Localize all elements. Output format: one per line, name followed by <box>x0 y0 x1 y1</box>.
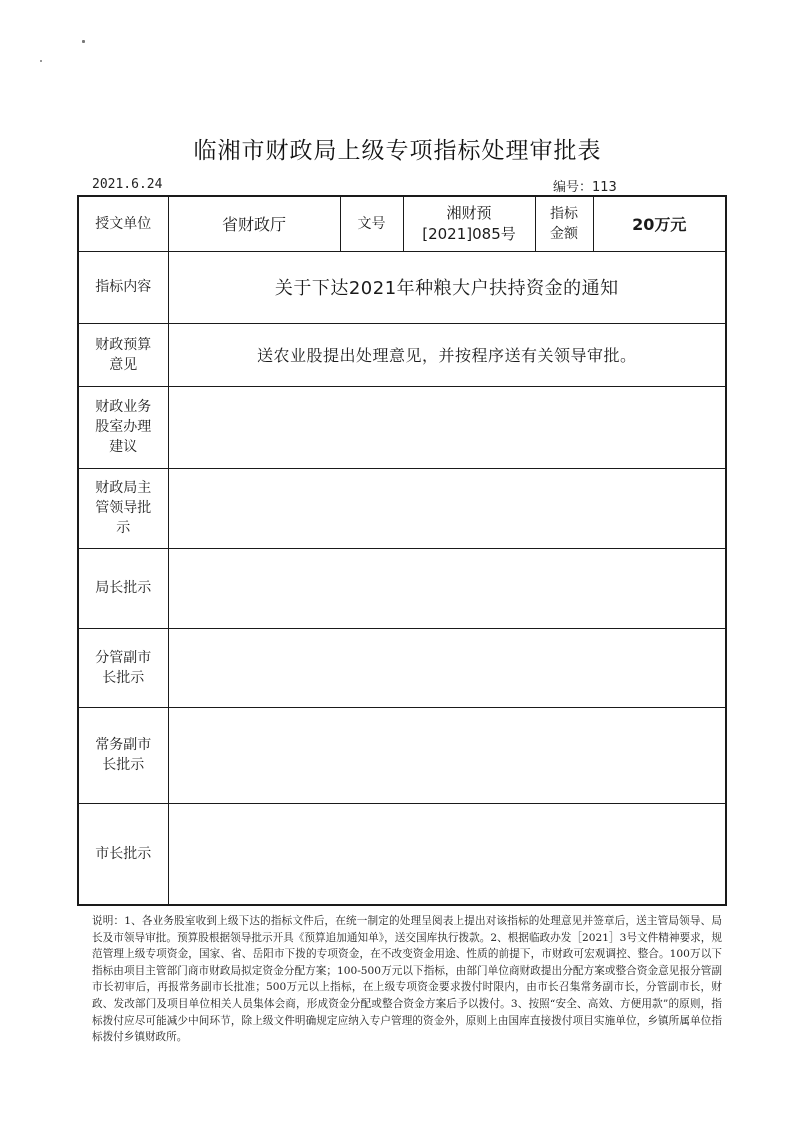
row-label: 财政业务 股室办理 建议 <box>78 386 168 468</box>
row-label: 分管副市 长批示 <box>78 628 168 707</box>
serial-label: 编号： <box>553 180 593 195</box>
serial-value: 113 <box>592 180 617 195</box>
table-row <box>78 386 726 468</box>
indicator-content-value: 关于下达2021年种粮大户扶持资金的通知 <box>168 251 726 323</box>
row-label: 指标内容 <box>78 251 168 323</box>
budget-opinion-value: 送农业股提出处理意见，并按程序送有关领导审批。 <box>168 323 726 386</box>
amount-value: 20万元 <box>593 196 726 251</box>
issuing-unit-value: 省财政厅 <box>168 196 340 251</box>
label-document-number: 文号 <box>340 196 403 251</box>
serial-number <box>553 176 617 195</box>
row-label: 市长批示 <box>78 803 168 905</box>
table-row <box>78 803 726 905</box>
label-amount-line1: 指标 <box>550 205 578 222</box>
business-office-suggestion-field <box>168 386 726 468</box>
form-title: 临湘市财政局上级专项指标处理审批表 <box>193 138 602 164</box>
table-row <box>78 707 726 803</box>
label-amount-line2: 金额 <box>550 225 578 242</box>
form-date: 2021.6.24 <box>92 177 163 192</box>
row-label: 财政预算 意见 <box>78 323 168 386</box>
document-number-line1: 湘财预 <box>446 203 492 222</box>
executive-deputy-mayor-instruction-field <box>168 707 726 803</box>
label-amount <box>535 196 593 251</box>
document-number-value <box>403 196 535 251</box>
director-instruction-field <box>168 548 726 628</box>
row-label: 财政局主 管领导批 示 <box>78 468 168 548</box>
scan-speck <box>40 60 42 62</box>
table-row <box>78 323 726 386</box>
row-label: 局长批示 <box>78 548 168 628</box>
header-row <box>78 196 726 251</box>
table-row <box>78 628 726 707</box>
table-row <box>78 468 726 548</box>
row-label: 常务副市 长批示 <box>78 707 168 803</box>
mayor-instruction-field <box>168 803 726 905</box>
scan-speck <box>82 40 85 43</box>
label-issuing-unit: 授文单位 <box>78 196 168 251</box>
approval-table <box>77 195 727 906</box>
document-number-line2: [2021]085号 <box>422 224 516 243</box>
deputy-mayor-instruction-field <box>168 628 726 707</box>
notes-paragraph: 说明：1、各业务股室收到上级下达的指标文件后，在统一制定的处理呈阅表上提出对该指标的处理意见并签章后，送主管局领导、局长及市领导审批。预算股根据领导批示开具《预算追加通知单》，送交国库执行拨款。2、根据临政办发［2021］3号文件精神要求，规范管理上级专项资金，国家、省、岳阳市下拨的专项资金，在不改变资金用途、性质的前提下，市财政可宏观调控、整合。100万以下指标由项目主管部门商市财政局拟定资金分配方案；100-500万元以下指标，由部门单位商财政提出分配方案或整合资金意见报分管副市长初审后，再报常务副市长批准；500万元以上指标，在上级专项资金要求拨付时限内，由市长召集常务副市长，分管副市长，财政、发改部门及项目单位相关人员集体会商，形成资金分配或整合资金方案后予以拨付。3、按照“安全、高效、方便用款”的原则，指标拨付应尽可能减少中间环节，除上级文件明确规定应纳入专户管理的资金外，原则上由国库直接拨付项目实施单位，乡镇所属单位指标拨付乡镇财政所。 <box>92 915 722 1044</box>
supervisor-instruction-field <box>168 468 726 548</box>
table-row <box>78 251 726 323</box>
table-row <box>78 548 726 628</box>
